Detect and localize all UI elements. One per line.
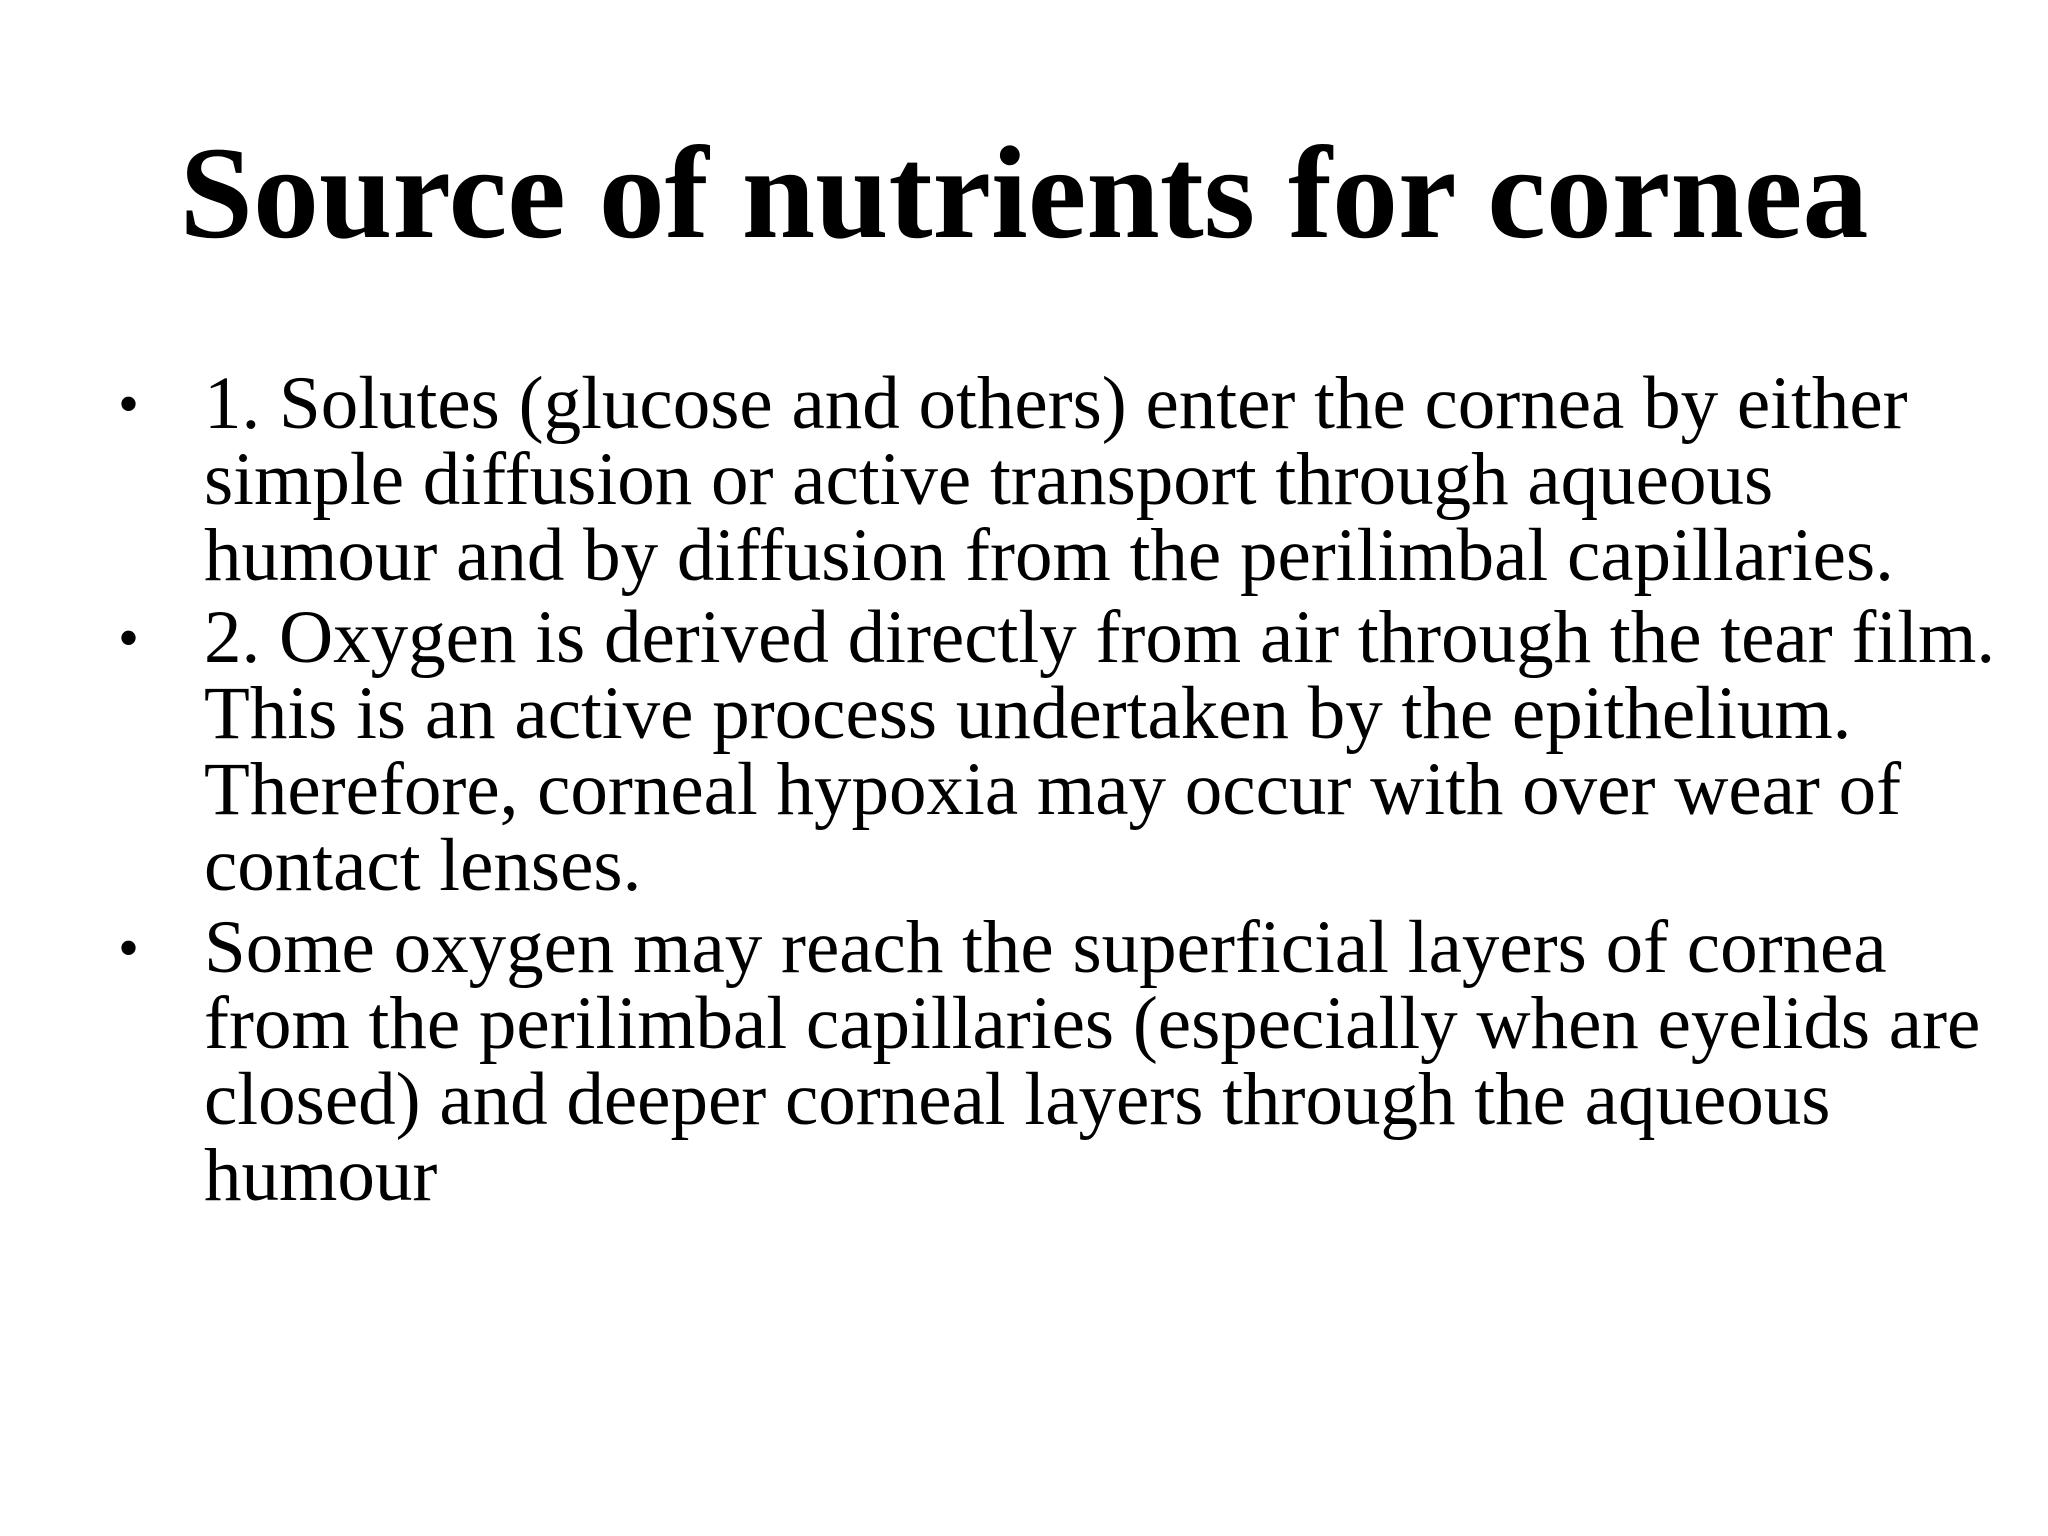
bullet-text: 1. Solutes (glucose and others) enter the cornea by either simple diffusion or active transport through aqueous humour and by diffusion from the perilimbal capillaries. — [204, 362, 1908, 597]
bullet-item-solutes — [118, 362, 1998, 597]
bullet-text: 2. Oxygen is derived directly from air through the tear film. This is an active process undertaken by the epithelium. Therefore, corneal hypoxia may occur with over wear of contact lenses. — [204, 596, 1996, 907]
bullet-icon: • — [118, 915, 140, 981]
slide-title: Source of nutrients for cornea — [179, 119, 1869, 266]
bullet-icon: • — [118, 605, 140, 671]
bullet-item-perilimbal — [118, 906, 1998, 1217]
bullet-item-oxygen — [118, 596, 1998, 907]
bullet-text: Some oxygen may reach the superficial layers of cornea from the perilimbal capillaries (especially when eyelids are closed) and deeper corneal layers through the aqueous humour — [204, 906, 1981, 1217]
bullet-list — [118, 362, 1998, 1220]
bullet-icon: • — [118, 371, 140, 437]
